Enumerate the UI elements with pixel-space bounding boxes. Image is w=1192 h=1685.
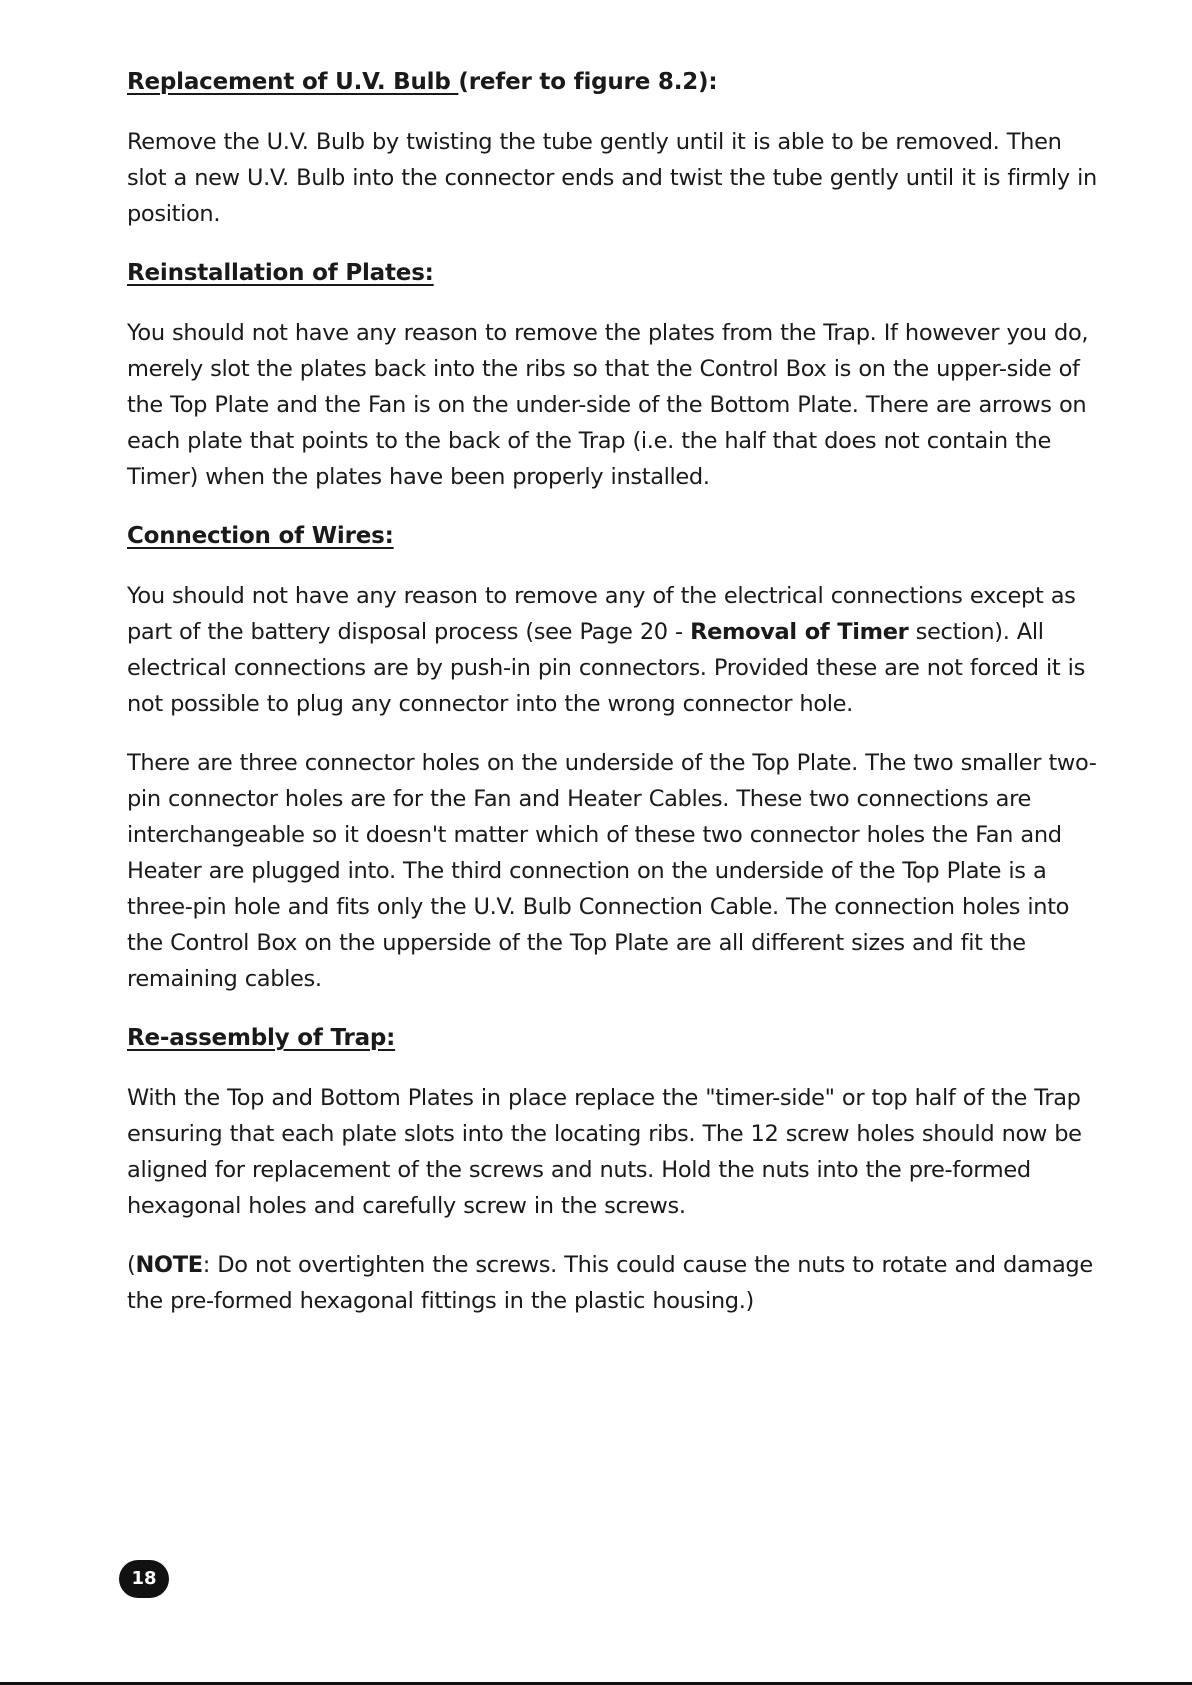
- paragraph-uv-bulb: Remove the U.V. Bulb by twisting the tube gently until it is able to be removed. Then slot a new U.V. Bulb into the connector ends and twist the tube gently until it is firmly in position.: [127, 129, 1097, 227]
- heading-uv-bulb-reference: (refer to figure 8.2):: [458, 69, 718, 95]
- heading-plates-text: Reinstallation of Plates:: [127, 260, 434, 286]
- section-heading-reassembly: [127, 1020, 1097, 1056]
- paragraph-wires-1: [127, 578, 1097, 722]
- removal-of-timer-reference: Removal of Timer: [690, 619, 909, 645]
- section-heading-wires: [127, 518, 1097, 554]
- paragraph-note: [127, 1247, 1097, 1319]
- note-open-paren: (: [127, 1252, 136, 1278]
- wires-text-end: section). All electrical connections are by push-in pin connectors. Provided these are not forced it is not possible to plug any connector into the wrong connector hole.: [127, 619, 1085, 717]
- section-heading-uv-bulb: [127, 64, 1097, 100]
- heading-wires-text: Connection of Wires:: [127, 523, 394, 549]
- paragraph-reassembly: With the Top and Bottom Plates in place replace the "timer-side" or top half of the Trap ensuring that each plate slots into the locating ribs. The 12 screw holes should now be aligned for replacement of the screws and nuts. Hold the nuts into the pre-formed hexagonal holes and carefully screw in the screws.: [127, 1085, 1082, 1219]
- paragraph-plates: You should not have any reason to remove the plates from the Trap. If however you do, merely slot the plates back into the ribs so that the Control Box is on the upper-side of the Top Plate and the Fan is on the under-side of the Bottom Plate. There are arrows on each plate that points to the back of the Trap (i.e. the half that does not contain the Timer) when the plates have been properly installed.: [127, 320, 1089, 490]
- document-page: [127, 64, 1097, 1342]
- heading-uv-bulb-underlined: Replacement of U.V. Bulb: [127, 69, 459, 95]
- heading-reassembly-text: Re-assembly of Trap:: [127, 1025, 396, 1051]
- page-number-badge: 18: [119, 1560, 169, 1598]
- note-text: : Do not overtighten the screws. This could cause the nuts to rotate and damage the pre-formed hexagonal fittings in the plastic housing.): [127, 1252, 1093, 1314]
- wires-text-start: You should not have any reason to remove any of the electrical connections except as part of the battery disposal process (see Page 20 -: [127, 583, 1076, 645]
- section-heading-plates: [127, 255, 1097, 291]
- note-label: NOTE: [135, 1252, 203, 1278]
- paragraph-wires-2: There are three connector holes on the underside of the Top Plate. The two smaller two-pin connector holes are for the Fan and Heater Cables. These two connections are interchangeable so it doesn't matter which of these two connector holes the Fan and Heater are plugged into. The third connection on the underside of the Top Plate is a three-pin hole and fits only the U.V. Bulb Connection Cable. The connection holes into the Control Box on the upperside of the Top Plate are all different sizes and fit the remaining cables.: [127, 750, 1097, 992]
